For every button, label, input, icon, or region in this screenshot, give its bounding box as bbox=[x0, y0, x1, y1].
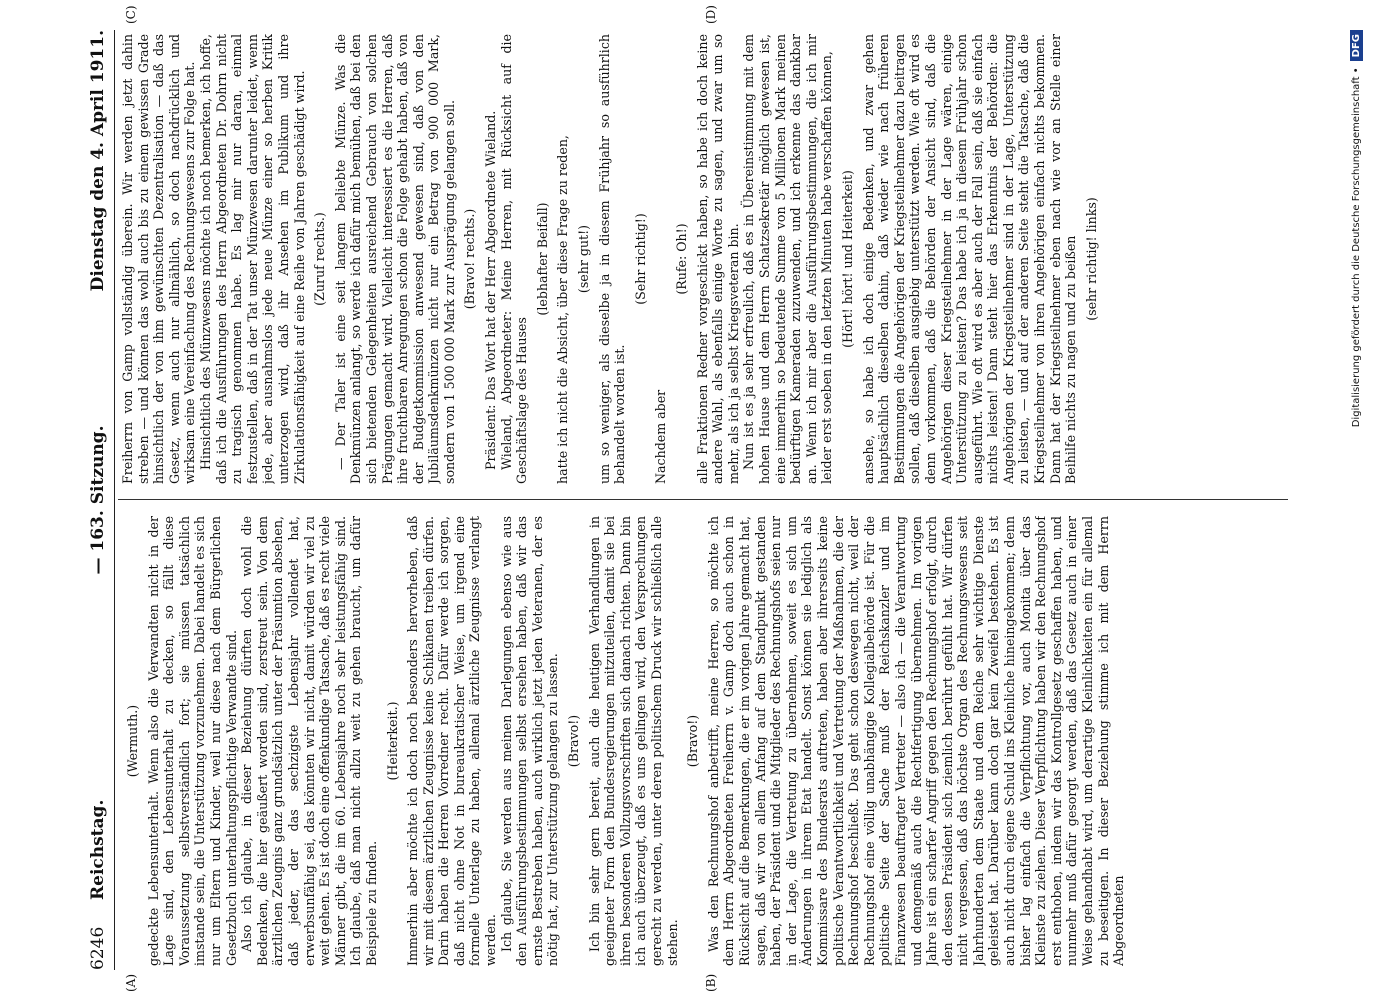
interjection: (lebhafter Beifall) bbox=[534, 202, 550, 316]
margin-mark-c: (C) bbox=[124, 5, 138, 24]
paragraph: hatte ich nicht die Absicht, über diese Frage zu reden, bbox=[555, 135, 571, 484]
paragraph: Immerhin aber möchte ich doch noch besonders hervorheben, daß wir mit diesem ärztlichen Zeugnisse keine Schikanen treiben dürfen. Darin haben die Herren Vorredner recht. Dafür werde ich sorgen, daß nicht ohne Not in bureaukratischer Weise, um irgend eine formelle Unterlage zu haben, allemal ärztliche Zeugnisse verlangt werden. bbox=[405, 516, 499, 966]
paragraph: Freiherrn von Gamp vollständig überein. Wir werden jetzt dahin streben — und können das wohl auch bis zu einem gewissen Grade hinsichtlich der von ihm gewünschten Dezentralisation — daß das Gesetz, wenn auch nur allmählich, so doch nachdrücklich und wirksam eine Vereinfachung des Rechnungswesens zur Folge hat. bbox=[120, 34, 198, 484]
header-rule bbox=[114, 30, 115, 970]
paragraph: Ich glaube, Sie werden aus meinen Darlegungen ebenso wie aus den Ausführungsbestimmungen selbst ersehen haben, daß wir das ernste Bestreben haben, auch wirklich jetzt jeden Veteranen, der es nötig hat, zur Unterstützung gelangen zu lassen. bbox=[498, 516, 561, 966]
margin-mark-b: (B) bbox=[704, 973, 718, 992]
paragraph: ansehe, so habe ich doch einige Bedenken, und zwar gehen hauptsächlich dieselben dahin, daß wieder wie nach früheren Bestimmungen die Angehörigen der Kriegsteilnehmer dazu beitragen sollen, daß dieselben ausgiebig unterstützt werden. Wie oft wird es denn vorkommen, daß die Behörden der Ansicht sind, daß die Angehörigen dieser Kriegsteilnehmer in der Lage wären, einige Unterstützung zu leisten? Das habe ich ja in diesem Frühjahr schon ausgeführt. Wie oft wird es aber auch der Fall sein, daß sie einfach nichts leisten! Dann steht hier das Erkenntnis der Behörden: die Angehörigen der Kriegsteilnehmer sind in der Lage, Unterstützung zu leisten, — und auf der anderen Seite steht die Tatsache, daß die Kriegsteilnehmer von ihren Angehörigen einfach nichts bekommen. Dann hat der Kriegsteilnehmer eben nach wie vor an Stelle einer Beihilfe nichts zu nagen und zu beißen bbox=[860, 34, 1079, 484]
paragraph: Also ich glaube, in dieser Beziehung dürften doch wohl die Bedenken, die hier geäußert worden sind, zerstreut sein. Von dem ärztlichen Zeugnis ganz grundsätzlich unter der Präsumtion absehen, daß jeder, der das sechzigste Lebensjahr vollendet hat, erwerbsunfähig sei, das könnten wir nicht, damit würden wir viel zu weit gehen. Es ist doch eine offenkundige Tatsache, daß es recht viele Männer gibt, die im 60. Lebensjahre noch sehr leistungsfähig sind. Ich glaube, daß man nicht allzu weit zu gehen braucht, um dafür Beispiele zu finden. bbox=[239, 516, 379, 966]
header-center: — 163. Sitzung. bbox=[88, 425, 108, 575]
header-left: Reichstag. bbox=[88, 799, 108, 900]
margin-mark-d: (D) bbox=[704, 5, 718, 24]
interjection: (Rufe: Oh!) bbox=[674, 223, 689, 295]
paragraph: Was den Rechnungshof anbetrifft, meine Herren, so möchte ich dem Herrn Abgeordneten Freiherrn v. Gamp doch auch schon in Rücksicht auf die Bemerkungen, die er im vorigen Jahre gemacht hat, sagen, daß wir von allem Anfang auf dem Standpunkt gestanden haben, der Präsident und die Mitglieder des Rechnungshofs seien nur in der Lage, die Vertretung zu übernehmen, soweit es sich um Änderungen in ihrem Etat handelt. Sonst können sie lediglich als Kommissare des Bundesrats auftreten, haben aber ihrerseits keine politische Verantwortlichkeit und Vertretung der Maßnahmen, die der Rechnungshof beschließt. Das geht schon deswegen nicht, weil der Rechnungshof eine völlig unabhängige Kollegialbehörde ist. Für die politische Seite der Sache muß der Reichskanzler und im Finanzwesen beauftragter Vertreter — also ich — die Verantwortung und demgemäß auch die Rechtfertigung übernehmen. Im vorigen Jahre ist ein scharfer Angriff gegen den Rechnungshof erfolgt, durch den dessen Präsident sich ziemlich berührt gefühlt hat. Wir dürfen nicht vergessen, daß das höchste Organ des Rechnungswesens seit Jahrhunderten dem Staate und dem Reiche sehr wichtige Dienste geleistet hat. Darüber kann doch gar kein Zweifel bestehen. Es ist auch nicht durch eigene Schuld ins Kleinliche hineingekommen; denn bisher lag einfach die Verpflichtung vor, auch Monita über das Kleinste zu ziehen. Dieser Verpflichtung haben wir den Rechnungshof erst enthoben, indem wir das Kontrollgesetz geschaffen haben, und nunmehr muß dafür gesorgt werden, daß das Gesetz auch in einer Weise gehandhabt wird, um derartige Kleinlichkeiten ein für allemal zu beseitigen. In dieser Beziehung stimme ich mit dem Herrn Abgeordneten bbox=[705, 516, 1127, 966]
paragraph: gedeckte Lebensunterhalt. Wenn also die Verwandten nicht in der Lage sind, den Lebensunterhalt zu decken, so fällt diese Voraussetzung selbstverständlich fort; sie müssen tatsächlich imstande sein, die Unterstützung vorzunehmen. Dabei handelt es sich nur um Eltern und Kinder, weil nur diese nach dem Bürgerlichen Gesetzbuch unterhaltungspflichtige Verwandte sind. bbox=[145, 516, 239, 966]
margin-mark-a: (A) bbox=[124, 973, 138, 992]
paragraph: Wieland, Abgeordneter: Meine Herren, mit Rücksicht auf die Geschäftslage des Hauses bbox=[498, 34, 530, 484]
right-text-column bbox=[120, 34, 1290, 484]
dfg-logo: DFG bbox=[1350, 30, 1363, 61]
left-text-column bbox=[120, 516, 1290, 966]
interjection: (Hört! hört! und Heiterkeit) bbox=[839, 170, 855, 348]
interjection: (Bravo! rechts.) bbox=[462, 208, 478, 310]
page-header bbox=[88, 30, 114, 970]
interjection: (Wermuth.) bbox=[125, 704, 140, 778]
paragraph: Nun ist es ja sehr erfreulich, daß es in Übereinstimmung mit dem hohen Hause und dem Herrn Schatzsekretär möglich gewesen ist, eine immerhin so bedeutende Summe von 5 Millionen Mark meinen bedürftigen Kameraden zuzuwenden, und ich erkenne das dankbar an. Wenn ich mir aber die Ausführungsbestimmungen, die ich mir leider erst soeben in den letzten Minuten habe verschaffen können, bbox=[741, 34, 835, 484]
interjection: (Sehr richtig!) bbox=[632, 213, 648, 305]
interjection: (Zuruf rechts.) bbox=[312, 212, 328, 306]
paragraph: — Der Taler ist eine seit langem beliebte Münze. Was die Denkmünzen anlangt, so werde ich dafür mich bemühen, daß bei den sich bietenden Gelegenheiten ausreichend Gebrauch von solchen Prägungen gemacht wird. Vielleicht interessiert es die Herren, daß ihre fruchtbaren Anregungen schon die Folge gehabt haben, daß von der Budgetkommission anwesend gewesen sind, daß von den Jubiläumsdenkmünzen nicht nur ein Betrag von 900 000 Mark, sondern von 1 500 000 Mark zur Ausprägung gelangen soll. bbox=[332, 34, 457, 484]
paragraph: Präsident: Das Wort hat der Herr Abgeordnete Wieland. bbox=[483, 110, 499, 470]
paragraph: alle Fraktionen Redner vorgeschickt haben, so habe ich doch keine andere Wahl, als ebenfalls einige Worte zu sagen, und zwar um so mehr, als ich ja selbst Kriegsveteran bin. bbox=[694, 34, 741, 484]
footer bbox=[1350, 30, 1370, 970]
footer-text: Digitalisierung gefördert durch die Deutsche Forschungsgemeinschaft • bbox=[1351, 67, 1362, 428]
paragraph: Nachdem aber bbox=[653, 389, 669, 484]
column-divider bbox=[118, 499, 1288, 500]
interjection: (sehr gut!) bbox=[576, 224, 592, 294]
interjection: (sehr richtig! links) bbox=[1083, 197, 1099, 321]
header-date: Dienstag den 4. April 1911. bbox=[88, 30, 108, 292]
interjection: (Bravo!) bbox=[566, 714, 582, 768]
paragraph: Ich bin sehr gern bereit, auch die heutigen Verhandlungen in geeigneter Form den Bundesregierungen mitzuteilen, damit sie bei ihren besonderen Vollzugsvorschriften sich danach richten. Dann bin ich auch überzeugt, daß es uns gelingen wird, den Versprechungen gerecht zu werden, unter deren politischem Druck wir schließlich alle stehen. bbox=[586, 516, 680, 966]
interjection: (Heiterkeit.) bbox=[384, 701, 400, 781]
interjection: (Bravo!) bbox=[685, 714, 701, 768]
paragraph: um so weniger, als dieselbe ja in diesem Frühjahr so ausführlich behandelt worden ist. bbox=[596, 34, 628, 484]
page-number: 6246 bbox=[88, 926, 108, 970]
paragraph: Hinsichtlich des Münzwesens möchte ich noch bemerken, ich hoffe, daß ich die Ausführungen des Herrn Abgeordneten Dr. Dohrn nicht zu tragisch genommen habe. Es lag mir nur daran, einmal festzustellen, daß in der Tat unser Münzwesen darunter leidet, wenn jede, aber ausnahmslos jede neue Münze einer so herben Kritik unterzogen wird, daß ihr Ansehen im Publikum und ihre Zirkulationsfähigkeit auf eine Reihe von Jahren geschädigt wird. bbox=[197, 34, 307, 484]
